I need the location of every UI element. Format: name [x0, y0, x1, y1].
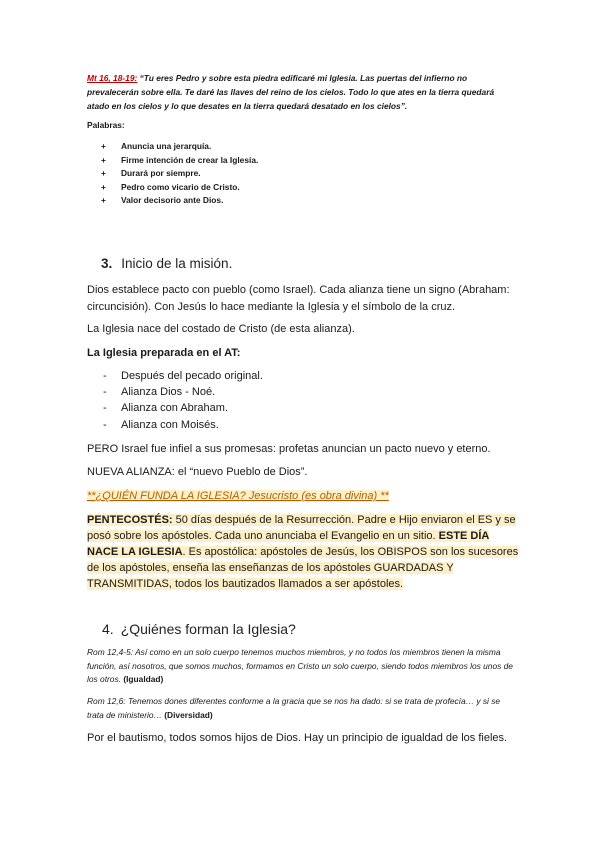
list-item: - Después del pecado original.	[101, 368, 263, 384]
list-item: + Durará por siempre.	[101, 167, 258, 181]
quien-funda-heading	[87, 488, 519, 505]
citation-rom-12-6	[87, 695, 519, 722]
list-item: + Firme intención de crear la Iglesia.	[101, 154, 258, 168]
pentecostes-text-2: . Es apostólica: apóstoles de Jesús, los OBISPOS son los sucesores de los apóstoles, enseña las enseñanzas de los apóstoles GUARDADAS Y TRANSMITIDAS, todos los bautizados llamados a ser apóstoles.	[87, 546, 519, 590]
scripture-quote	[87, 71, 512, 113]
quote-reference: Mt 16, 18-19:	[87, 73, 138, 83]
pentecostes-text-1: 50 días después de la Resurrección. Padre e Hijo enviaron el ES y se posó sobre los apóstoles. Cada uno anunciaba el Evangelio en un sitio.	[87, 514, 516, 542]
paragraph-at-heading: La Iglesia preparada en el AT:	[87, 347, 241, 359]
paragraph-pacto: Dios establece pacto con pueblo (como Israel). Cada alianza tiene un signo (Abraham: circuncisión). Con Jesús lo hace mediante la Iglesia y el símbolo de la cruz.	[87, 284, 510, 313]
citation-text: Rom 12,6: Tenemos dones diferentes conforme a la gracia que se nos ha dado: si se trata de profecía… y si se trata de ministerio…	[87, 696, 501, 720]
pentecostes-paragraph	[87, 512, 519, 592]
paragraph-costado: La Iglesia nace del costado de Cristo (de esta alianza).	[87, 323, 355, 335]
closing-paragraph: Por el bautismo, todos somos hijos de Dios. Hay un principio de igualdad de los fieles.	[87, 732, 508, 744]
pentecostes-emphasis: ESTE DÍA NACE LA IGLESIA	[87, 530, 489, 558]
section-4-heading	[102, 621, 296, 637]
section-3-heading	[101, 256, 232, 271]
alianzas-list	[101, 368, 263, 433]
list-item: + Anuncia una jerarquía.	[101, 140, 258, 154]
list-item: + Pedro como vicario de Cristo.	[101, 181, 258, 195]
section-3-title: Inicio de la misión.	[121, 256, 233, 271]
quote-text: “Tu eres Pedro y sobre esta piedra edificaré mi Iglesia. Las puertas del infierno no prevalecerán sobre ella. Te daré las llaves del reino de los cielos. Todo lo que ates en la tierra quedará atado en los cielos y lo que desates en la tierra quedará desatado en los cielos”.	[87, 73, 495, 111]
section-3-number: 3.	[101, 256, 113, 271]
paragraph-israel: PERO Israel fue infiel a sus promesas: profetas anuncian un pacto nuevo y eterno.	[87, 443, 491, 455]
quien-funda-text: **¿QUIÉN FUNDA LA IGLESIA? Jesucristo (es obra divina) **	[87, 490, 389, 502]
citation-tag: (Diversidad)	[164, 709, 213, 720]
citation-text: Rom 12,4-5: Así como en un solo cuerpo tenemos muchos miembros, y no todos los miembros tienen la misma función, así nosotros, que somos muchos, formamos en Cristo un solo cuerpo, siendo todos miembros los unos de los otros.	[87, 647, 513, 684]
citation-rom-12-4	[87, 646, 519, 687]
section-4-number: 4.	[102, 621, 114, 637]
palabras-label: Palabras:	[87, 120, 125, 130]
section-4-title: ¿Quiénes forman la Iglesia?	[120, 621, 296, 637]
palabras-list	[101, 140, 258, 208]
list-item: - Alianza Dios - Noé.	[101, 384, 263, 400]
list-item: - Alianza con Abraham.	[101, 400, 263, 416]
list-item: - Alianza con Moisés.	[101, 417, 263, 433]
list-item: + Valor decisorio ante Dios.	[101, 194, 258, 208]
paragraph-nueva-alianza: NUEVA ALIANZA: el “nuevo Pueblo de Dios”.	[87, 466, 308, 478]
pentecostes-lead: PENTECOSTÉS:	[87, 514, 173, 526]
citation-tag: (Igualdad)	[123, 674, 164, 684]
